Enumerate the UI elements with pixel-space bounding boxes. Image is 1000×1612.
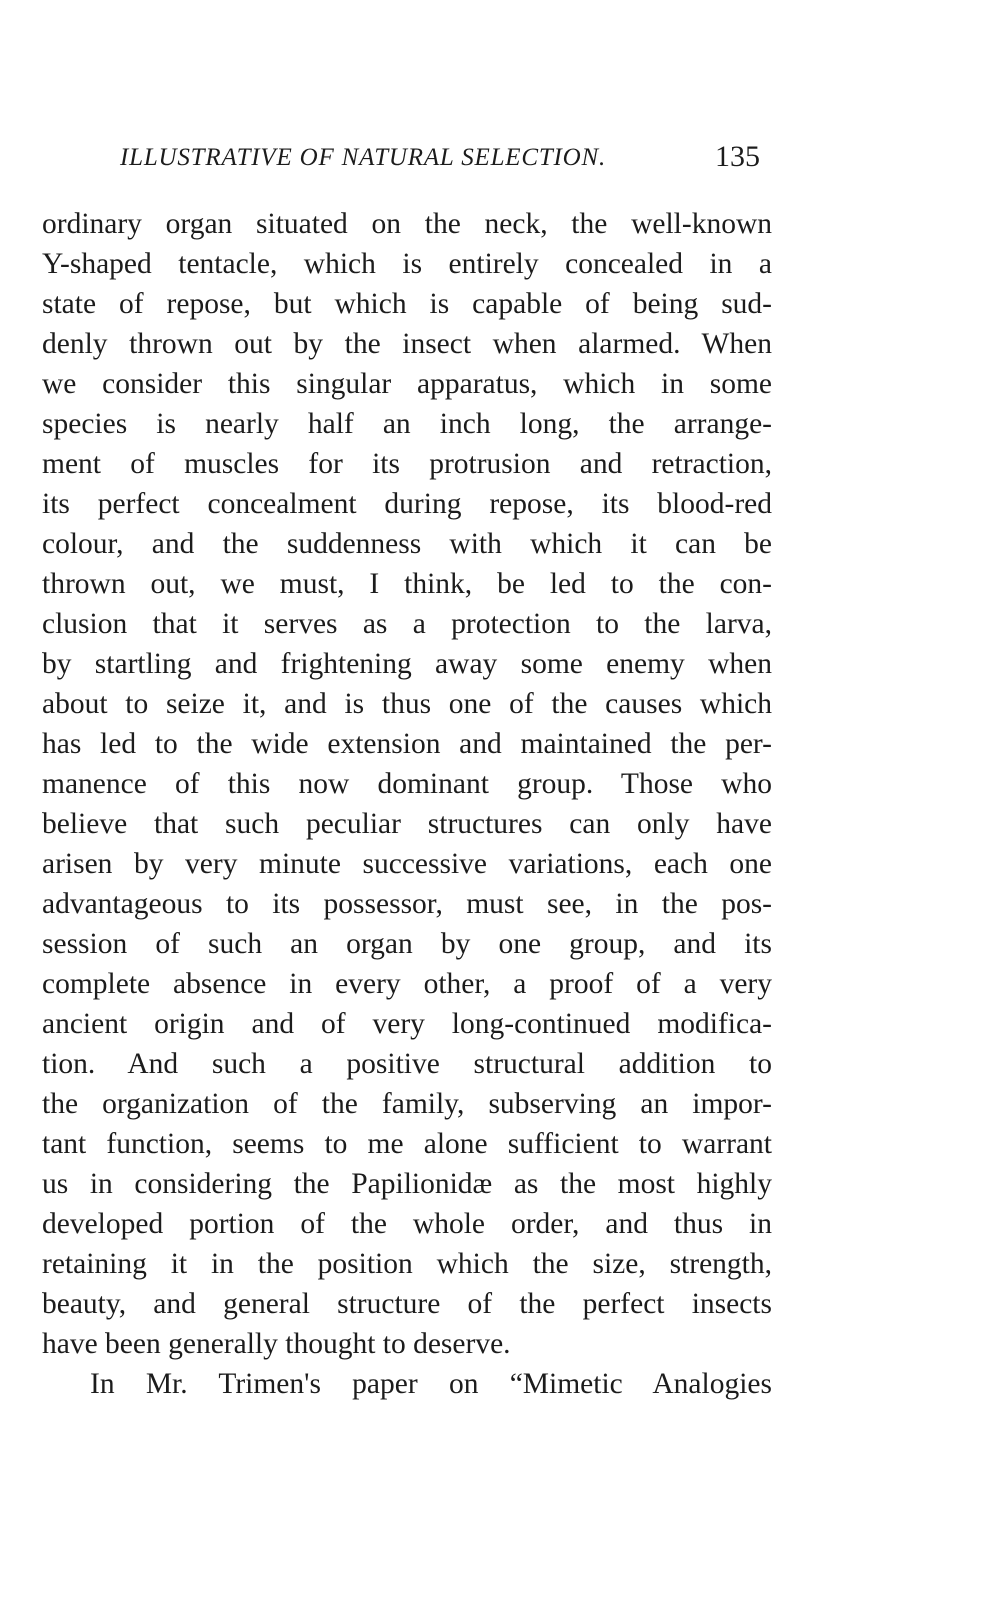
page-number: 135 <box>715 140 760 173</box>
text-line: we consider this singular apparatus, which in some <box>42 368 772 400</box>
running-head <box>120 140 760 180</box>
text-line: us in considering the Papilionidæ as the most highly <box>42 1168 772 1200</box>
text-line: advantageous to its possessor, must see, in the pos- <box>42 888 772 920</box>
text-line: ancient origin and of very long-continued modifica- <box>42 1008 772 1040</box>
text-line: its perfect concealment during repose, its blood-red <box>42 488 772 520</box>
text-line: tion. And such a positive structural addition to <box>42 1048 772 1080</box>
text-line: tant function, seems to me alone sufficient to warrant <box>42 1128 772 1160</box>
text-line: state of repose, but which is capable of being sud- <box>42 288 772 320</box>
text-line: manence of this now dominant group. Those who <box>42 768 772 800</box>
text-line: session of such an organ by one group, and its <box>42 928 772 960</box>
text-line: Y-shaped tentacle, which is entirely concealed in a <box>42 248 772 280</box>
text-line: has led to the wide extension and maintained the per- <box>42 728 772 760</box>
text-line: by startling and frightening away some enemy when <box>42 648 772 680</box>
text-line: thrown out, we must, I think, be led to the con- <box>42 568 772 600</box>
text-line: colour, and the suddenness with which it can be <box>42 528 772 560</box>
paragraph-end-line: have been generally thought to deserve. <box>42 1328 511 1360</box>
paragraph-start-line: In Mr. Trimen's paper on “Mimetic Analogies <box>90 1368 772 1400</box>
text-line: ment of muscles for its protrusion and retraction, <box>42 448 772 480</box>
text-line: about to seize it, and is thus one of the causes which <box>42 688 772 720</box>
text-line: complete absence in every other, a proof of a very <box>42 968 772 1000</box>
text-line: believe that such peculiar structures can only have <box>42 808 772 840</box>
text-line: retaining it in the position which the size, strength, <box>42 1248 772 1280</box>
running-title: ILLUSTRATIVE OF NATURAL SELECTION. <box>120 144 607 171</box>
text-line: ordinary organ situated on the neck, the well-known <box>42 208 772 240</box>
text-line: beauty, and general structure of the perfect insects <box>42 1288 772 1320</box>
text-line: species is nearly half an inch long, the arrange- <box>42 408 772 440</box>
text-line: developed portion of the whole order, and thus in <box>42 1208 772 1240</box>
text-line: clusion that it serves as a protection to the larva, <box>42 608 772 640</box>
text-line: the organization of the family, subserving an impor- <box>42 1088 772 1120</box>
text-line: arisen by very minute successive variations, each one <box>42 848 772 880</box>
body-text <box>42 204 772 1404</box>
text-line: denly thrown out by the insect when alarmed. When <box>42 328 772 360</box>
